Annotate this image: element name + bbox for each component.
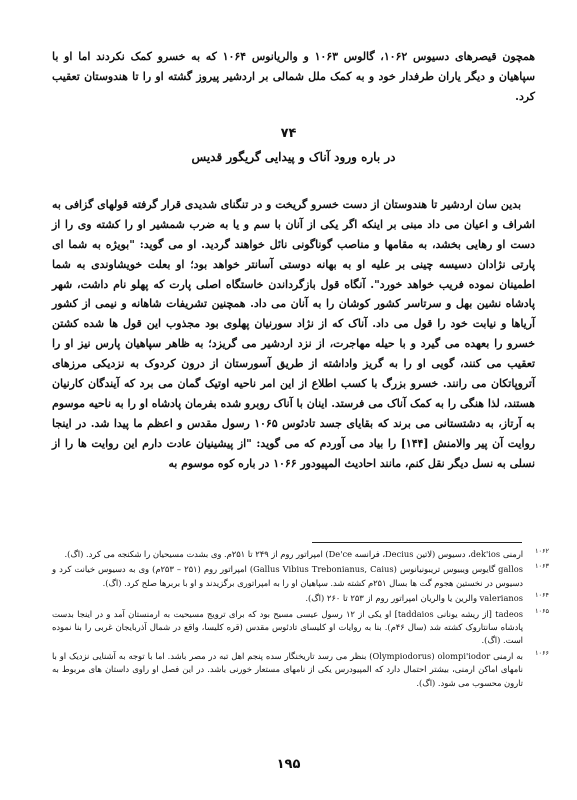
chapter-number: ۷۴ [280, 126, 297, 141]
intro-paragraph: همچون قیصرهای دسیوس ۱۰۶۲، گالوس ۱۰۶۳ و والریانوس ۱۰۶۴ که به خسرو کمک نکردند اما او با سپاهیان و دیگر یاران طرفدار خود و به کمک ملل شمالی بر اردشیر پیروز گشته او را تا هندوستان تعقیب کرد. [52, 49, 536, 103]
footnote-number: ۱۰۶۴ [535, 591, 549, 600]
footnote-text: gallos گایوس ویبیوس تریبونیانوس (Gallus Vibius Trebonianus, Caius) امپراتور روم (۲۵۱ – ۲۵۳م) وی به دسیوس خیانت کرد و دسیوس در نخستین هجوم گت ها بسال ۲۵۱م کشته شد. سپاهیان او را به امپراتوری برگزیدند و او با بربرها صلح کرد. (اگ). [52, 564, 523, 588]
footnote-text: valerianos والرین یا والریان امپراتور روم از ۲۵۳ تا ۲۶۰ (اگ). [305, 593, 523, 604]
footnote-text: ارمنی dek'ios، دسیوس (لاتین Decius، فرانسه De'ce) امپراتور روم از ۲۴۹ تا ۲۵۱م. وی بشدت مسیحیان را شکنجه می کرد. (اگ). [64, 549, 523, 559]
page-number: ۱۹۵ [276, 757, 301, 772]
footnote [52, 591, 549, 605]
footnote-number: ۱۰۶۳ [535, 562, 549, 571]
footnote-text: tadeos [از ریشه یونانی taddaios] او یکی از ۱۲ رسول عیسی مسیح بود که برای ترویج مسیحیت به ارمنستان آمد و در اینجا بدست پادشاه سانتاروک کشته شد (سال ۴۶م). بنا به روایات او کلیسای تادئوس مقدس (قره کلیسا، واقع در شمال آذربایجان غربی را بنا نموده است. (اگ). [52, 608, 524, 646]
chapter-title: در باره ورود آناک و پیدایی گریگور قدیس [191, 150, 396, 164]
footnote-number: ۱۰۶۵ [535, 606, 549, 615]
footnotes-section [52, 547, 549, 692]
footnote [52, 547, 549, 561]
footnote [52, 606, 549, 648]
footnote [52, 562, 549, 590]
footnote-text: به ارمنی Olympiodorus) olompi'iodor) بنظر می رسد تاریخنگار سده پنجم اهل تبه در مصر باشد. اما با توجه به آشنایی نزدیک او با نامهای اماکن ارمنی، بیشتر احتمال دارد که المپیودرس یکی از نامهای مستعار خورنی باشد. در این فصل او راوی داستان های مربوط به تارون محسوب می شود. (اگ). [52, 650, 523, 688]
footnote [52, 648, 549, 690]
footnote-number: ۱۰۶۲ [535, 547, 549, 555]
main-paragraph: بدین سان اردشیر تا هندوستان از دست خسرو گریخت و در تنگنای شدیدی قرار گرفته قولهای گزافی به اشراف و اعیان می داد مبنی بر اینکه اگر یکی از آنان با سم و یا به ضرب شمشیر او را کشته وی را از دست او رهایی بخشد، به مقامها و مناصب گوناگونی نائل خواهند گردید. او می گوید: "بویژه به شما ای پارتی نژادان دسیسه چینی بر علیه او به بهانه دوستی آسانتر خواهد بود؛ او بعلت خویشاوندی به شما اطمینان نموده فریب خواهد خورد". آنگاه قول بازگرداندن خاستگاه اصلی پارت که پهلو نام داشت، شهر پادشاه نشین بهل و سرتاسر کشور کوشان را به آنان می داد. همچنین تشریفات شاهانه و نیمی از کشور آریاها و نیابت خود را قول می داد. آناک که از نژاد سورنیان پهلوی بود مجذوب این قول ها شده کشتن خسرو را بعهده می گیرد و با حیله مهاجرت، از نزد اردشیر می گریزد؛ به ظاهر سپاهیان پارس نیز او را تعقیب می کنند، گویی او را به گریز واداشته از طریق آسورستان از درون کردوک به نزدیکی مرزهای آتروپاتکان می رانند. خسرو بزرگ با کسب اطلاع از این امر ناحیه اوتیک گمان می برد که آیندگان کارنیان هستند، لذا هنگی را به کمک آناک می فرستد. اینان با آناک روبرو شده بفرمان پادشاه او را به ناحیه موسوم به آرتاز، به دشتستانی می برند که بقایای جسد تادئوس ۱۰۶۵ رسول مقدس و اعظم ما پیدا شد. در اینجا روایت آن پیر والامنش [۱۴۴] را بیاد می آوردم که می گوید: "از پیشینیان عادت دارم این روایت ها را از نسلی به نسل دیگر نقل کنم، مانند احادیث المپیودور ۱۰۶۶ در باره کوه موسوم به [52, 197, 535, 470]
footnote-separator [312, 542, 522, 543]
footnote-number: ۱۰۶۶ [535, 648, 549, 657]
